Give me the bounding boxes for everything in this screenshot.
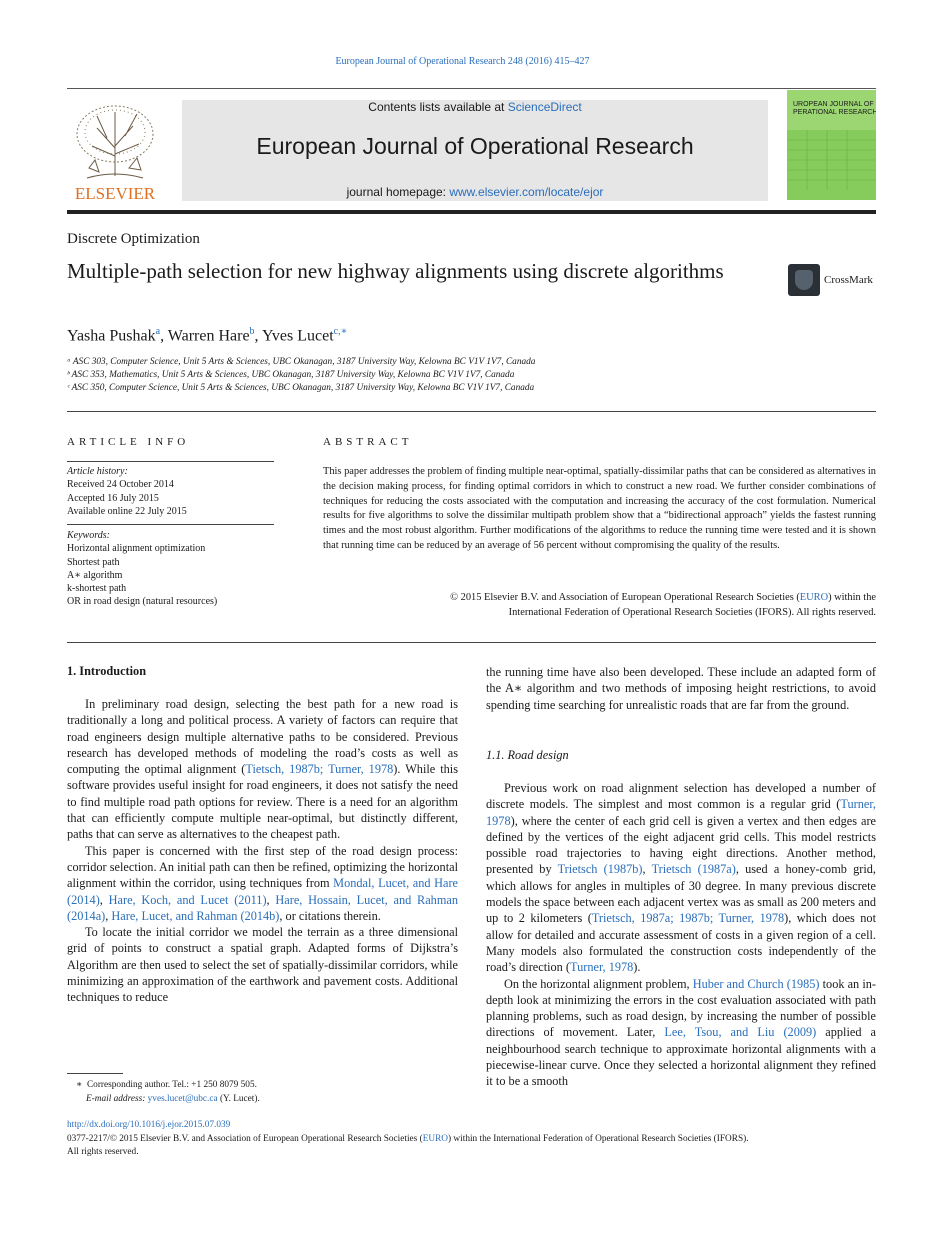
history-item: Available online 22 July 2015	[67, 505, 187, 517]
elsevier-wordmark: ELSEVIER	[74, 184, 156, 202]
author-name: Yasha Pushak	[67, 327, 156, 345]
author-name: Warren Hare	[167, 327, 250, 345]
body-column-right-continued	[486, 780, 876, 1090]
affiliation: ᵃ ASC 303, Computer Science, Unit 5 Arts & Sciences, UBC Okanagan, 3187 University Way, Kelowna BC V1V 1V7, Canada	[67, 357, 536, 367]
euro-link[interactable]: EURO	[422, 1133, 449, 1144]
journal-title: European Journal of Operational Research	[256, 133, 694, 159]
header-rule-top	[67, 88, 876, 89]
keyword: OR in road design (natural resources)	[67, 596, 218, 608]
paragraph: This paper is concerned with the first step of the road design process: corridor selection. An initial path can then be refined, optimizing the horizontal alignment within the corridor, using techniques from Mondal, Lucet, and Hare (2014), Hare, Koch, and Lucet (2011), Hare, Hossain, Lucet, and Rahman (2014a), Hare, Lucet, and Rahman (2014b), or citations therein.	[67, 843, 458, 923]
history-item: Received 24 October 2014	[67, 479, 174, 491]
abstract-text: This paper addresses the problem of finding multiple near-optimal, spatially-dissimilar paths that can be considered as alternatives in the decision making process, for finding optimal corridors in which to construct a new road. We further consider combinations of techniques for reducing the costs associated with the computation and increasing the accuracy of the cost formulation. Numerical results for five algorithms to solve the dissimilar multipath problem show that a “bidirectional approach” yields the fastest running times and the most robust algorithm. Further modifications of the algorithms to reduce the running time were tested and it is shown that running time can be reduced by an average of 56 percent without compromising the quality of the results.	[323, 466, 876, 551]
contents-availability: Contents lists available at ScienceDirect	[368, 100, 582, 114]
author-affiliation-marker[interactable]: c,∗	[333, 326, 348, 337]
footnote-rule	[67, 1073, 123, 1074]
paper-title: Multiple-path selection for new highway alignments using discrete algorithms	[67, 259, 724, 283]
sciencedirect-link[interactable]: ScienceDirect	[507, 100, 582, 114]
abstract-heading: ABSTRACT	[323, 436, 413, 448]
citation-link[interactable]: Huber and Church (1985)	[692, 976, 820, 991]
subsection-heading-road-design: 1.1. Road design	[486, 748, 569, 762]
journal-citation[interactable]: European Journal of Operational Research 248 (2016) 415–427	[335, 56, 590, 67]
keyword: k-shortest path	[67, 583, 127, 595]
doi-link[interactable]: http://dx.doi.org/10.1016/j.ejor.2015.07.039	[67, 1120, 231, 1130]
divider	[67, 642, 876, 643]
citation-link[interactable]: Mondal, Lucet, and Hare (2014)	[67, 876, 458, 907]
email-link[interactable]: yves.lucet@ubc.ca	[147, 1094, 218, 1104]
citation-link[interactable]: Trietsch (1987b)	[557, 862, 643, 877]
keyword: A∗ algorithm	[67, 569, 123, 581]
divider	[67, 411, 876, 412]
svg-text:UROPEAN JOURNAL OF: UROPEAN JOURNAL OF	[793, 101, 874, 108]
citation-link[interactable]: Tietsch, 1987b; Turner, 1978	[245, 762, 394, 777]
body-column-right	[486, 664, 876, 713]
divider	[67, 461, 274, 462]
keyword: Horizontal alignment optimization	[67, 543, 206, 555]
article-info-heading: ARTICLE INFO	[67, 436, 190, 448]
crossmark-badge[interactable]: CrossMark	[788, 264, 873, 296]
citation-link[interactable]: Hare, Hossain, Lucet, and Rahman (2014a)	[67, 892, 458, 923]
affiliation: ᶜ ASC 350, Computer Science, Unit 5 Arts & Sciences, UBC Okanagan, 3187 University Way, Kelowna BC V1V 1V7, Canada	[67, 383, 535, 393]
abstract-copyright: © 2015 Elsevier B.V. and Association of European Operational Research Societies (EURO) within the International Federation of Operational Research Societies (IFORS). All rights reserved.	[450, 592, 876, 618]
section-label: Discrete Optimization	[67, 231, 200, 247]
history-item: Accepted 16 July 2015	[67, 492, 159, 504]
crossmark-icon	[788, 264, 820, 296]
citation-link[interactable]: Hare, Lucet, and Rahman (2014b)	[111, 908, 280, 923]
paragraph: To locate the initial corridor we model the terrain as a three dimensional grid of points to construct a spatial graph. Adapted forms of Dijkstra’s Algorithm are then used to select the set of spatially-dissimilar corridors, while minimizing an approximation of the earthwork and pavement costs. Additional techniques to reduce	[67, 925, 458, 1005]
citation-link[interactable]: Hare, Koch, and Lucet (2011)	[108, 892, 267, 907]
citation-link[interactable]: Turner, 1978	[486, 797, 876, 828]
citation-link[interactable]: Trietsch, 1987a; 1987b; Turner, 1978	[591, 911, 785, 926]
author-name: Yves Lucet	[261, 327, 334, 345]
paragraph: In preliminary road design, selecting the best path for a new road is traditionally a long and political process. A variety of factors can require that road engineers design multiple alternative paths to be considered. Previous research has developed methods of modeling the road’s costs as well as computing the optimal alignment (Tietsch, 1987b; Turner, 1978). While this software provides useful insight for road engineers, it does not satisfy the need to find multiple road path options for review. There is a need for an algorithm that can efficiently compute multiple near-optimal, but distinctly different, paths that can serve as alternatives to the cheapest path.	[67, 697, 458, 842]
header-rule-bottom	[67, 210, 876, 214]
paragraph: the running time have also been developed. These include an adapted form of the A∗ algorithm and two methods of imposing height restrictions, to avoid spending time searching for unrealistic roads that are far from the ground.	[486, 665, 876, 712]
body-column-left	[67, 696, 458, 1006]
journal-homepage: journal homepage: www.elsevier.com/locate/ejor	[346, 185, 604, 199]
journal-cover-thumbnail[interactable]	[787, 90, 876, 200]
footnotes: ∗ Corresponding author. Tel.: +1 250 8079 505. E-mail address: yves.lucet@ubc.ca (Y. Lucet).	[76, 1080, 260, 1104]
euro-link[interactable]: EURO	[799, 592, 829, 603]
divider	[67, 524, 274, 525]
author-affiliation-marker[interactable]: a	[155, 326, 161, 337]
paragraph: Previous work on road alignment selection has developed a number of discrete models. The simplest and most common is a regular grid (Turner, 1978), where the center of each grid cell is given a vertex and then edges are defined by the vertices of the eight adjacent grid cells. This model restricts possible road trajectories to having eight directions. Another method, presented by Trietsch (1987b), Trietsch (1987a), used a honey-comb grid, which allows for angles in multiples of 30 degree. In many previous discrete models the space between each adjacent vertex was as small as 200 meters and up to 2 kilometers (Trietsch, 1987a; 1987b; Turner, 1978), which does not allow for detailed and accurate assessment of costs in a given region of a cell. Many models also formulated the construction costs independently of the road’s direction (Turner, 1978).	[486, 781, 876, 975]
affiliation: ᵇ ASC 353, Mathematics, Unit 5 Arts & Sciences, UBC Okanagan, 3187 University Way, Kelowna BC V1V 1V7, Canada	[67, 370, 515, 380]
citation-link[interactable]: Trietsch (1987a)	[651, 862, 736, 877]
author-list: Yasha Pushak$^a$, Warren Hare$^b$, Yves Lucet$^{c,∗}$	[67, 326, 348, 345]
doi-block: http://dx.doi.org/10.1016/j.ejor.2015.07.039 0377-2217/© 2015 Elsevier B.V. and Association of European Operational Research Societies (EURO) within the International Federation of Operational Research Societies (IFORS). All rights reserved.	[67, 1119, 876, 1160]
citation-link[interactable]: Lee, Tsou, and Liu (2009)	[664, 1025, 817, 1040]
citation-link[interactable]: Turner, 1978	[570, 960, 634, 975]
article-history: Article history: Received 24 October 2014 Accepted 16 July 2015 Available online 22 July 2015	[67, 466, 187, 517]
svg-text:PERATIONAL RESEARCH: PERATIONAL RESEARCH	[793, 109, 876, 116]
paragraph: On the horizontal alignment problem, Huber and Church (1985) took an in-depth look at minimizing the errors in the cost evaluation associated with path planning problems, such as road design, by increasing the number of possible directions of movement. Later, Lee, Tsou, and Liu (2009) applied a neighbourhood search technique to approximate horizontal alignments with a piecewise-linear curve. Once they selected a horizontal alignment they refined it to be a smooth	[486, 976, 876, 1089]
homepage-link[interactable]: www.elsevier.com/locate/ejor	[449, 185, 604, 199]
section-heading-introduction: 1. Introduction	[67, 664, 147, 678]
author-affiliation-marker[interactable]: b	[249, 326, 255, 337]
keywords: Keywords: Horizontal alignment optimization Shortest path A∗ algorithm k-shortest path OR in road design (natural resources)	[67, 530, 218, 608]
keyword: Shortest path	[67, 556, 120, 568]
elsevier-logo	[67, 98, 163, 202]
